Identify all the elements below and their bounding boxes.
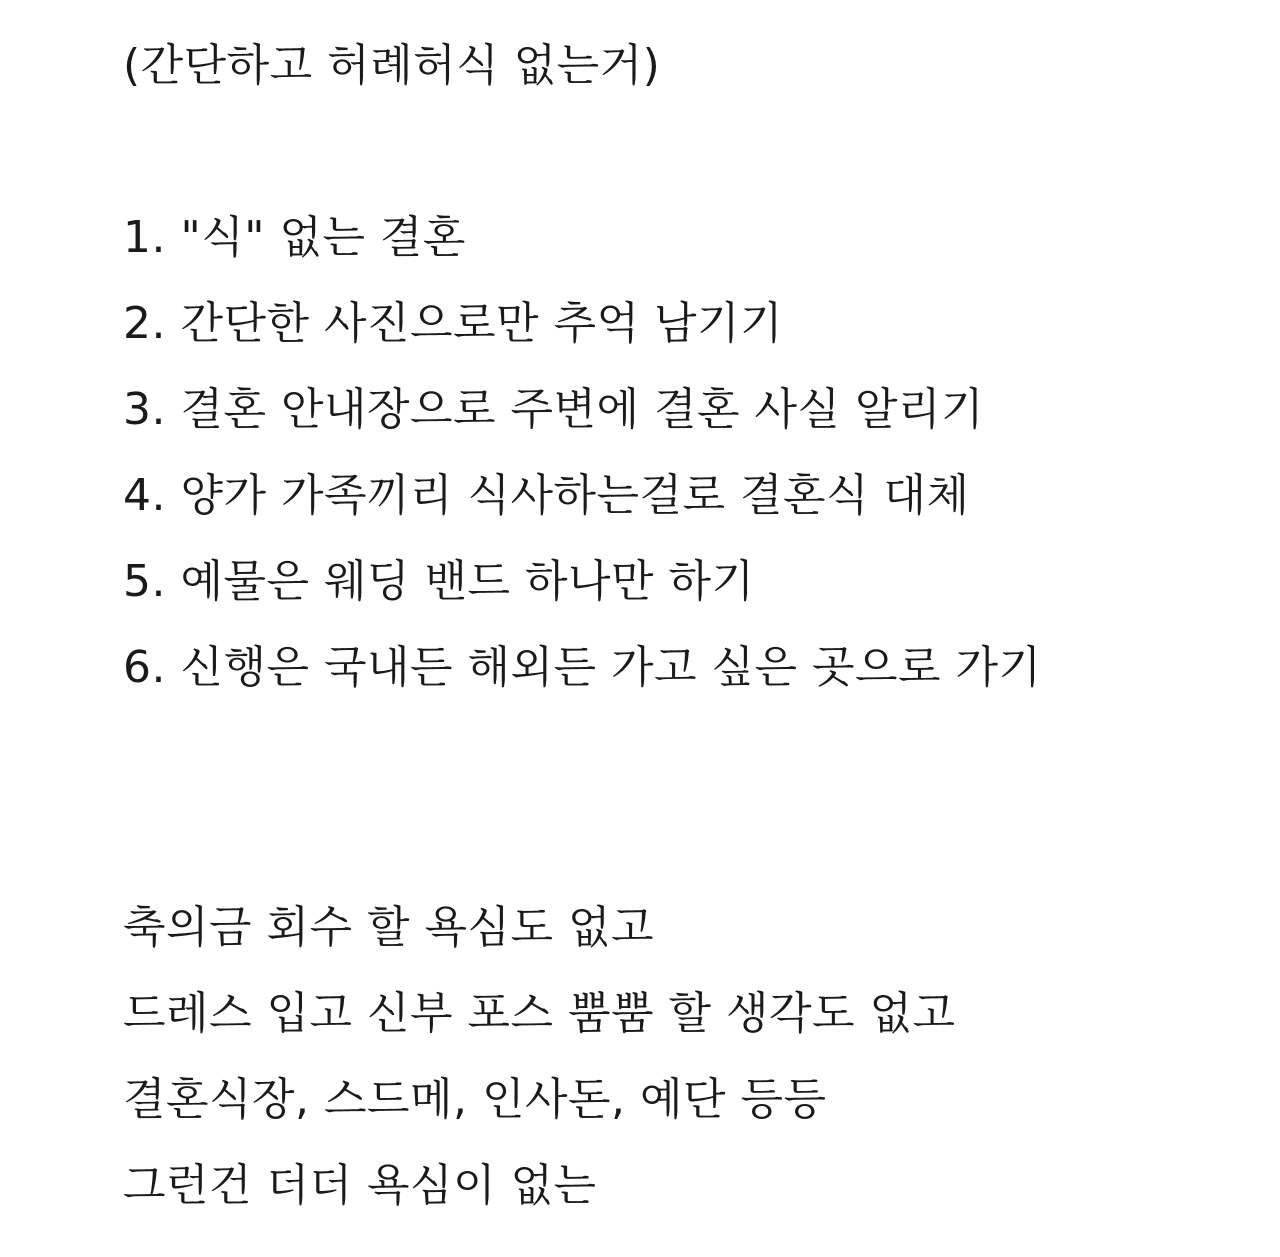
paragraph-line: 결혼식장, 스드메, 인사돈, 예단 등등 — [123, 1074, 827, 1125]
list-item: 2. 간단한 사진으로만 추억 남기기 — [123, 298, 783, 349]
list-item: 6. 신행은 국내든 해외든 가고 싶은 곳으로 가기 — [123, 642, 1042, 693]
paragraph-line: 그런건 더더 욕심이 없는 — [123, 1160, 597, 1211]
list-item: 1. "식" 없는 결혼 — [123, 212, 466, 263]
paragraph-line: 축의금 회수 할 욕심도 없고 — [123, 902, 654, 953]
intro-text: (간단하고 허례허식 없는거) — [123, 40, 661, 91]
list-item: 4. 양가 가족끼리 식사하는걸로 결혼식 대체 — [123, 470, 970, 521]
paragraph-line: 드레스 입고 신부 포스 뿜뿜 할 생각도 없고 — [123, 988, 956, 1039]
list-item: 5. 예물은 웨딩 밴드 하나만 하기 — [123, 556, 755, 607]
list-item: 3. 결혼 안내장으로 주변에 결혼 사실 알리기 — [123, 384, 984, 435]
